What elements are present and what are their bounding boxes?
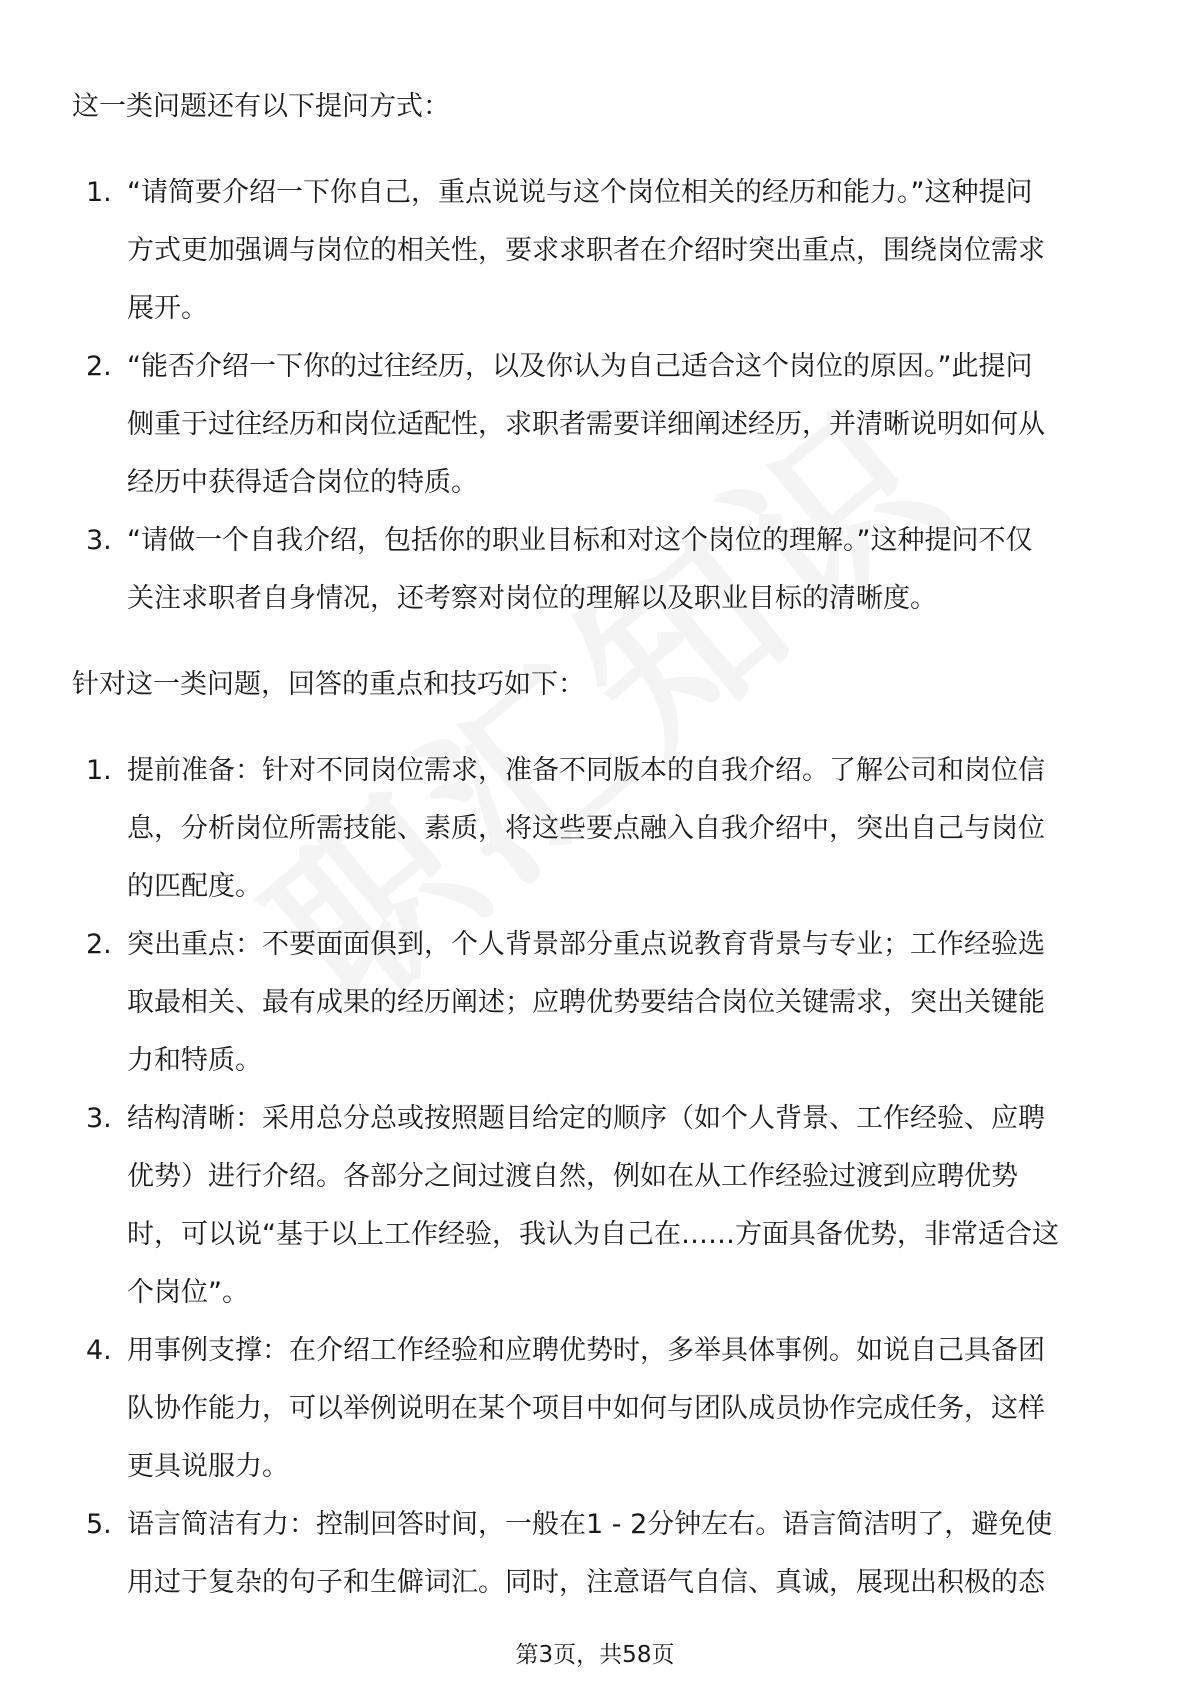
list-item bbox=[72, 742, 1122, 916]
page-number-footer: 第3页，共58页 bbox=[515, 1642, 675, 1668]
list-item bbox=[72, 338, 1122, 512]
list-number: 4. bbox=[86, 1335, 112, 1366]
list-item bbox=[72, 1322, 1122, 1496]
list-line: 结构清晰：采用总分总或按照题目给定的顺序（如个人背景、工作经验、应聘 bbox=[127, 1103, 1045, 1134]
intro-paragraph-1: 这一类问题还有以下提问方式： bbox=[72, 91, 450, 122]
list-line: 展开。 bbox=[127, 293, 208, 324]
list-number: 2. bbox=[86, 929, 112, 960]
list-line: “请简要介绍一下你自己，重点说说与这个岗位相关的经历和能力。”这种提问 bbox=[127, 177, 1033, 208]
list-line: 用事例支撑：在介绍工作经验和应聘优势时，多举具体事例。如说自己具备团 bbox=[127, 1335, 1045, 1366]
list-number: 3. bbox=[86, 525, 112, 556]
list-line: 力和特质。 bbox=[127, 1045, 262, 1076]
list-line: 息，分析岗位所需技能、素质，将这些要点融入自我介绍中，突出自己与岗位 bbox=[127, 813, 1045, 844]
list-line: 时，可以说“基于以上工作经验，我认为自己在……方面具备优势，非常适合这 bbox=[127, 1219, 1059, 1250]
list-item bbox=[72, 164, 1122, 338]
question-variants-list bbox=[72, 164, 1122, 628]
list-line: “能否介绍一下你的过往经历，以及你认为自己适合这个岗位的原因。”此提问 bbox=[127, 351, 1033, 382]
list-line: 队协作能力，可以举例说明在某个项目中如何与团队成员协作完成任务，这样 bbox=[127, 1393, 1045, 1424]
list-number: 1. bbox=[86, 755, 112, 786]
list-line: 更具说服力。 bbox=[127, 1451, 289, 1482]
list-item bbox=[72, 916, 1122, 1090]
list-line: 侧重于过往经历和岗位适配性，求职者需要详细阐述经历，并清晰说明如何从 bbox=[127, 409, 1045, 440]
list-line: 优势）进行介绍。各部分之间过渡自然，例如在从工作经验过渡到应聘优势 bbox=[127, 1161, 1018, 1192]
list-number: 1. bbox=[86, 177, 112, 208]
list-item bbox=[72, 1090, 1122, 1322]
list-line: 提前准备：针对不同岗位需求，准备不同版本的自我介绍。了解公司和岗位信 bbox=[127, 755, 1045, 786]
list-number: 3. bbox=[86, 1103, 112, 1134]
list-item bbox=[72, 512, 1122, 628]
answer-tips-list bbox=[72, 742, 1122, 1612]
intro-paragraph-2: 针对这一类问题，回答的重点和技巧如下： bbox=[72, 669, 585, 700]
list-line: 用过于复杂的句子和生僻词汇。同时，注意语气自信、真诚，展现出积极的态 bbox=[127, 1567, 1045, 1598]
list-item bbox=[72, 1496, 1122, 1612]
list-line: 取最相关、最有成果的经历阐述；应聘优势要结合岗位关键需求，突出关键能 bbox=[127, 987, 1045, 1018]
list-line: “请做一个自我介绍，包括你的职业目标和对这个岗位的理解。”这种提问不仅 bbox=[127, 525, 1033, 556]
list-line: 突出重点：不要面面俱到，个人背景部分重点说教育背景与专业；工作经验选 bbox=[127, 929, 1045, 960]
list-line: 经历中获得适合岗位的特质。 bbox=[127, 467, 478, 498]
list-line: 语言简洁有力：控制回答时间，一般在1 - 2分钟左右。语言简洁明了，避免使 bbox=[127, 1509, 1053, 1540]
list-number: 5. bbox=[86, 1509, 112, 1540]
list-line: 关注求职者自身情况，还考察对岗位的理解以及职业目标的清晰度。 bbox=[127, 583, 937, 614]
list-number: 2. bbox=[86, 351, 112, 382]
list-line: 的匹配度。 bbox=[127, 871, 262, 902]
list-line: 个岗位”。 bbox=[127, 1277, 249, 1308]
page-content bbox=[72, 78, 1122, 1640]
list-line: 方式更加强调与岗位的相关性，要求求职者在介绍时突出重点，围绕岗位需求 bbox=[127, 235, 1045, 266]
